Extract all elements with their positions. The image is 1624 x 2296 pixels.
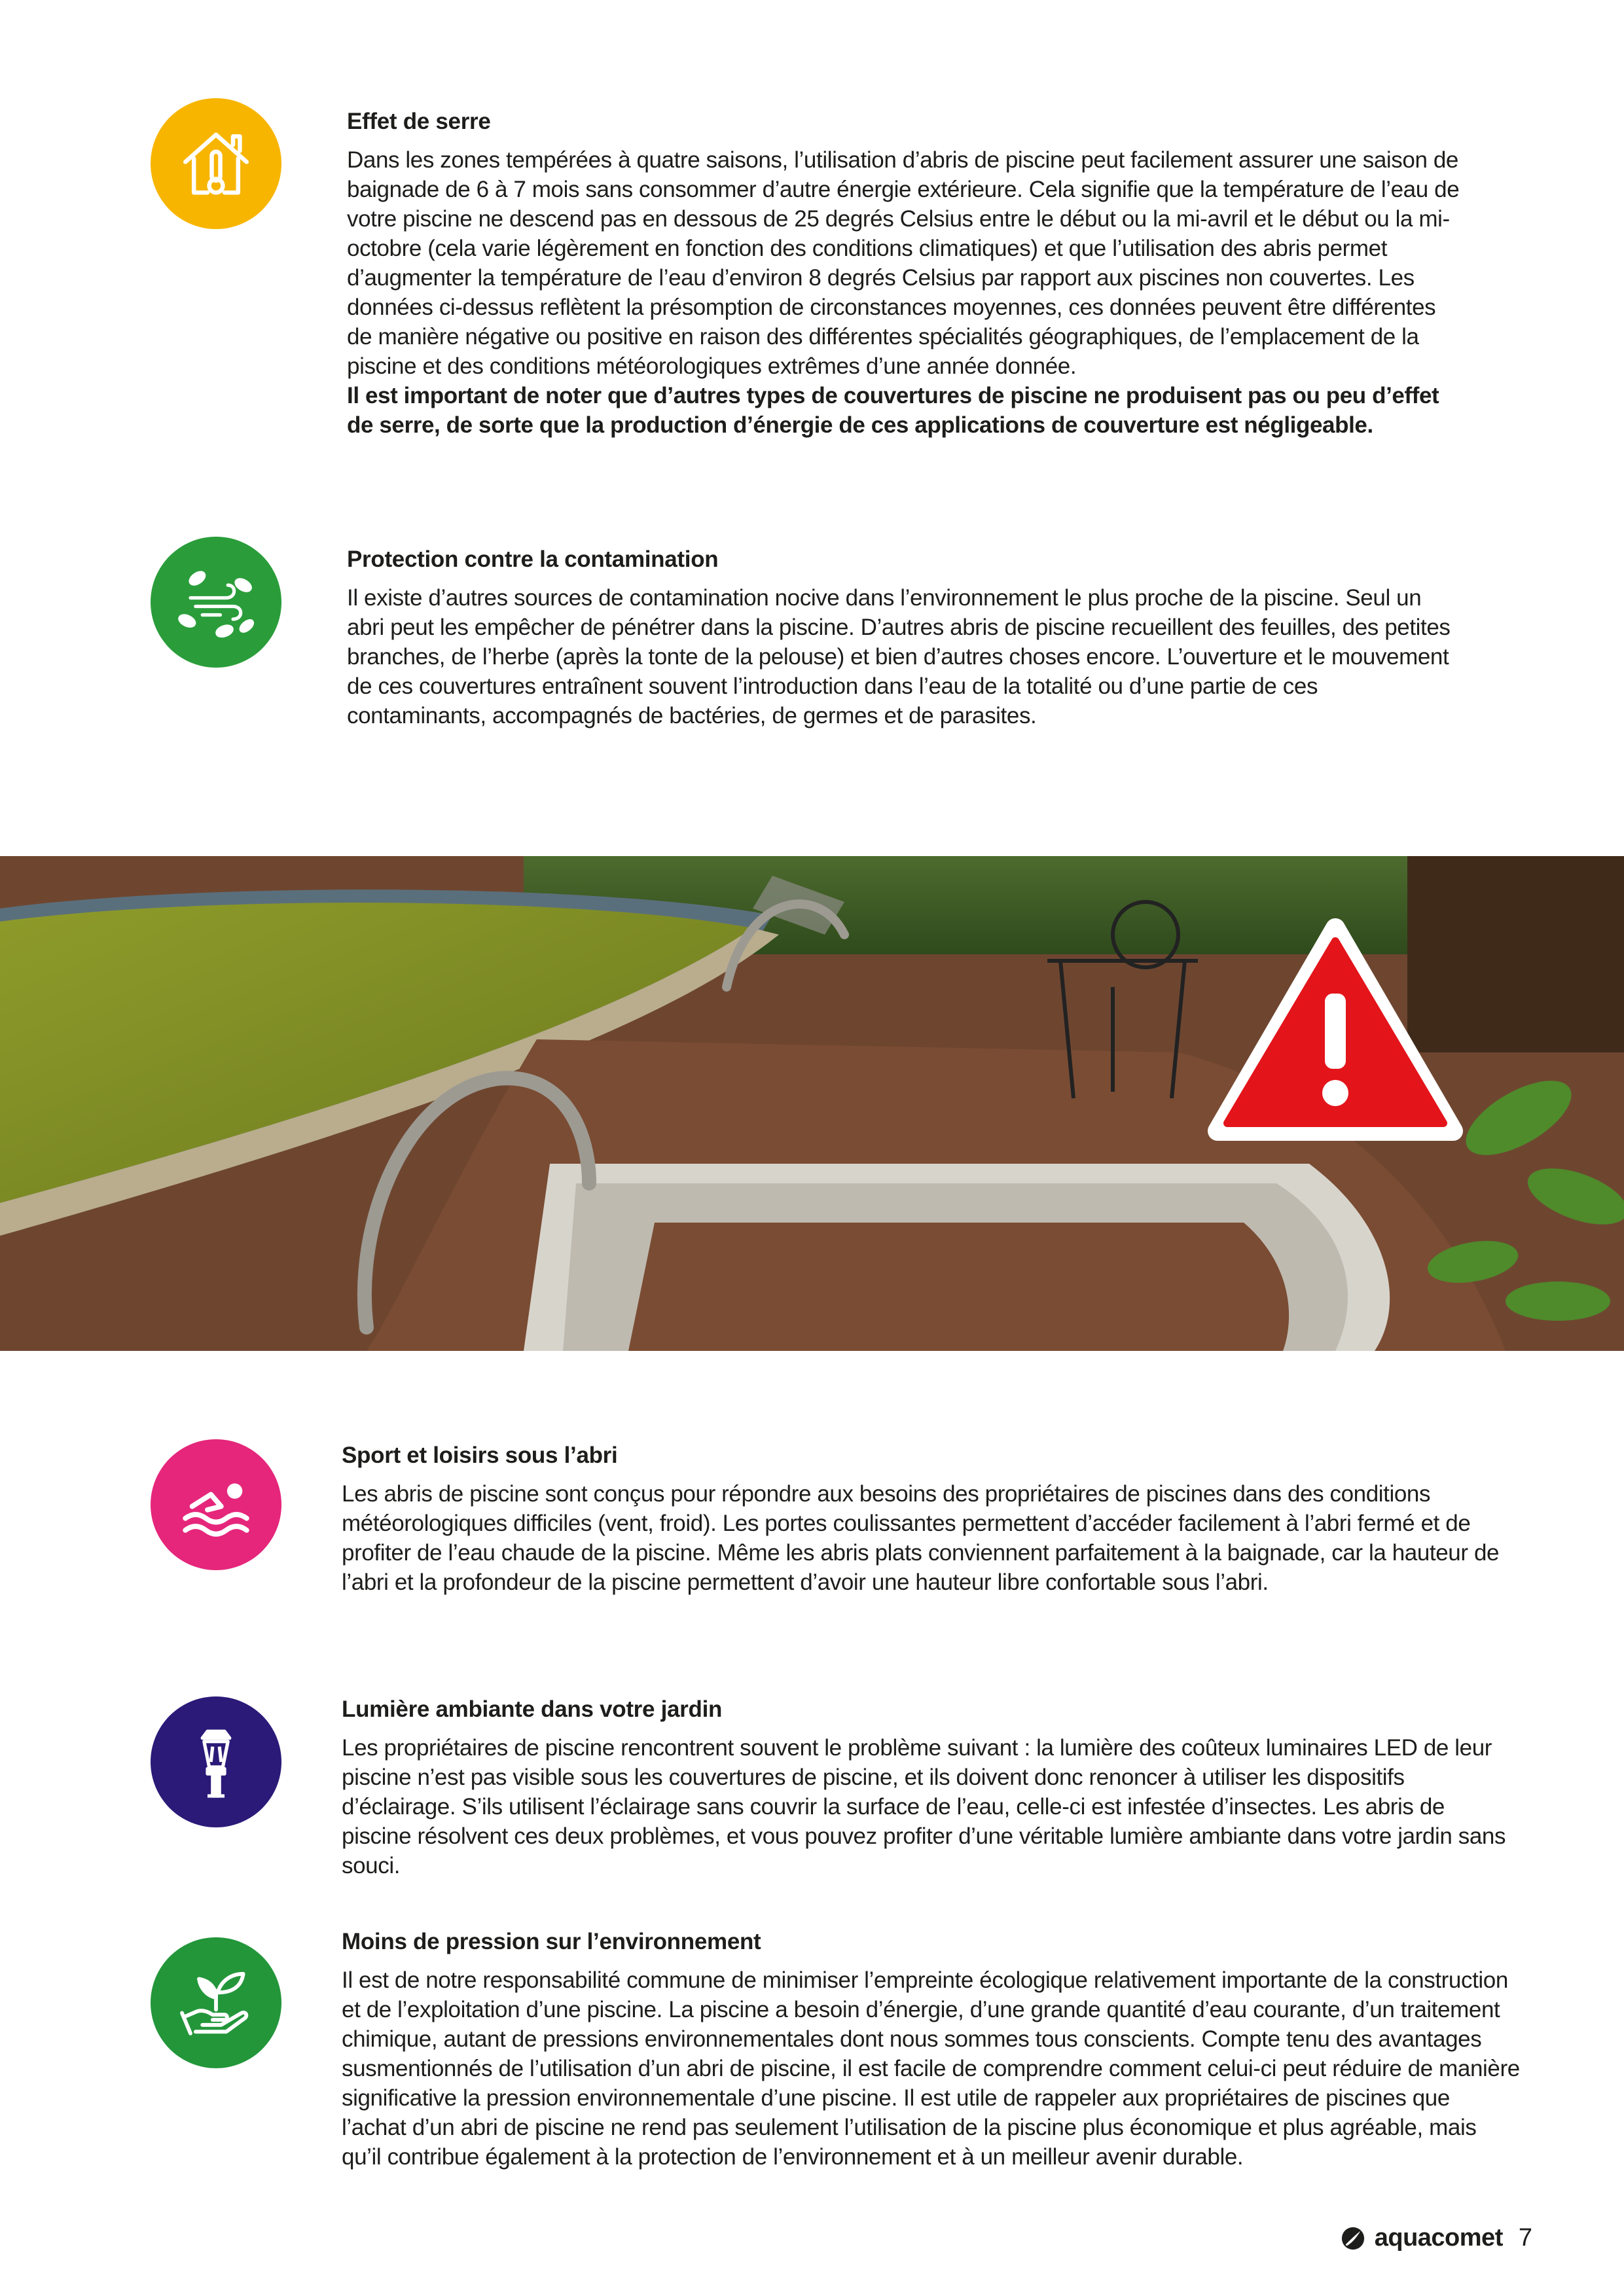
plant-in-hand-icon bbox=[151, 1937, 281, 2068]
page-footer bbox=[1341, 2224, 1532, 2252]
section-title: Sport et loisirs sous l’abri bbox=[342, 1443, 618, 1468]
section-body: Les abris de piscine sont conçus pour répondre aux besoins des propriétaires de piscines dans des conditions météorologiques difficiles (vent, froid). Les portes coulissantes permettent d’accéder facilement à l’abri fermé et de profiter de l’eau chaude de la piscine. Même les abris plats conviennent parfaitement à la baignade, car la hauteur de l’abri et la profondeur de la piscine permettent d’avoir une hauteur libre confortable sous l’abri. bbox=[342, 1481, 1500, 1595]
section-title: Protection contre la contamination bbox=[347, 547, 719, 572]
section-contamination bbox=[347, 545, 1460, 730]
section-emphasis: Il est important de noter que d’autres types de couvertures de piscine ne produisent pas ou peu d’effet de serre, de sorte que la production d’énergie de ces applications de couverture est négligeable. bbox=[347, 383, 1439, 438]
section-body: Il est de notre responsabilité commune de minimiser l’empreinte écologique relativement importante de la construction et de l’exploitation d’une piscine. La piscine a besoin d’énergie, d’une grande quantité d’eau courante, d’un traitement chimique, autant de pressions environnementales dont nous sommes tous conscients. Compte tenu des avantages susmentionnés de l’utilisation d’un abri de piscine, il est facile de comprendre comment celui-ci peut réduire de manière significative la pression environnementale d’une piscine. Il est utile de rappeler aux propriétaires de piscines que l’achat d’un abri de piscine ne rend pas seulement l’utilisation de la piscine plus économique et plus agréable, mais qu’il contribue également à la protection de l’environnement et à un meilleur avenir durable. bbox=[342, 1967, 1520, 2170]
pool-warning-photo bbox=[0, 856, 1624, 1351]
section-body: Il existe d’autres sources de contamination nocive dans l’environnement le plus proche de la piscine. Seul un abri peut les empêcher de pénétrer dans la piscine. D’autres abris de piscine recueillent des feuilles, des petites branches, de l’herbe (après la tonte de la pelouse) et bien d’autres choses encore. L’ouverture et le mouvement de ces couvertures entraînent souvent l’introduction dans l’eau de la totalité ou d’une partie de ces contaminants, accompagnés de bactéries, de germes et de parasites. bbox=[347, 585, 1451, 728]
page-number: 7 bbox=[1518, 2224, 1532, 2251]
section-sport bbox=[342, 1441, 1520, 1597]
wind-leaves-icon bbox=[151, 537, 281, 668]
brand-name: aquacomet bbox=[1374, 2224, 1503, 2251]
section-body: Dans les zones tempérées à quatre saisons, l’utilisation d’abris de piscine peut facilement assurer une saison de baignade de 6 à 7 mois sans consommer d’autre énergie extérieure. Cela signifie que la température de l’eau de votre piscine ne descend pas en dessous de 25 degrés Celsius entre le début ou la mi-avril et le début ou la mi-octobre (cela varie légèrement en fonction des conditions climatiques) et que l’utilisation des abris permet d’augmenter la température de l’eau d’environ 8 degrés Celsius par rapport aux piscines non couvertes. Les données ci-dessus reflètent la présomption de circonstances moyennes, ces données peuvent être différentes de manière négative ou positive en raison des différentes spécialités géographiques, de l’emplacement de la piscine et des conditions météorologiques extrêmes d’une année donnée. bbox=[347, 147, 1460, 379]
section-light bbox=[342, 1695, 1520, 1880]
section-title: Lumière ambiante dans votre jardin bbox=[342, 1696, 723, 1722]
section-greenhouse bbox=[347, 107, 1460, 440]
section-body: Les propriétaires de piscine rencontrent souvent le problème suivant : la lumière des coûteux luminaires LED de leur piscine n’est pas visible sous les couvertures de piscine, et ils doivent donc renoncer à utiliser les dispositifs d’éclairage. S’ils utilisent l’éclairage sans couvrir la surface de l’eau, celle-ci est infestée d’insectes. Les abris de piscine résolvent ces deux problèmes, et vous pouvez profiter d’une véritable lumière ambiante dans votre jardin sans souci. bbox=[342, 1735, 1506, 1878]
aquacomet-logo-icon bbox=[1341, 2226, 1365, 2251]
house-thermometer-icon bbox=[151, 98, 281, 229]
section-title: Effet de serre bbox=[347, 109, 491, 134]
section-title: Moins de pression sur l’environnement bbox=[342, 1929, 761, 1954]
swimmer-icon bbox=[151, 1439, 281, 1570]
garden-lamp-icon bbox=[151, 1696, 281, 1827]
section-environment bbox=[342, 1928, 1520, 2172]
